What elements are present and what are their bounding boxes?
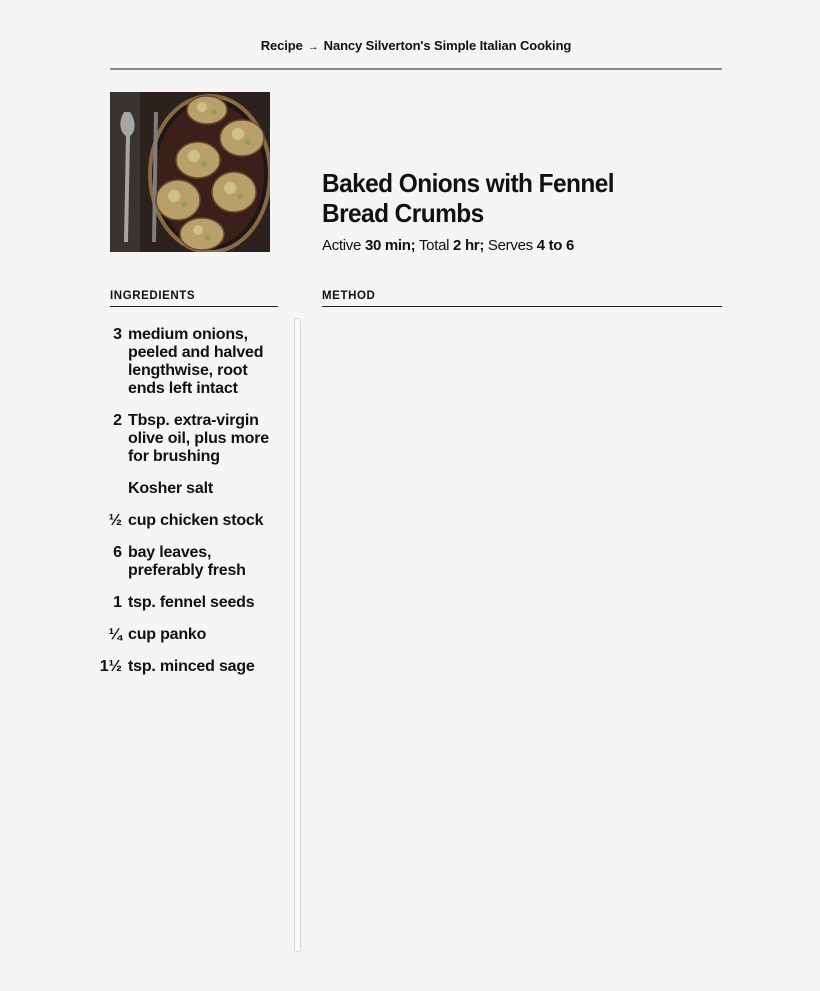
- ingredient-quantity: 1: [113, 594, 122, 611]
- ingredient-text: bay leaves, preferably fresh: [128, 544, 246, 579]
- list-item: [90, 512, 280, 530]
- list-item: [90, 544, 280, 580]
- ingredient-quantity: ½: [108, 512, 122, 529]
- ingredient-text: Kosher salt: [128, 480, 213, 497]
- serves-value: 4 to 6: [536, 237, 575, 254]
- list-item: [90, 326, 280, 398]
- total-time: 2 hr;: [453, 237, 485, 254]
- ingredient-text: tsp. minced sage: [128, 658, 255, 675]
- recipe-photo: [110, 92, 270, 252]
- breadcrumb-source[interactable]: Nancy Silverton's Simple Italian Cooking: [323, 38, 572, 53]
- ingredient-text: cup panko: [128, 626, 207, 643]
- ingredient-text: cup chicken stock: [128, 512, 264, 529]
- list-item: [90, 480, 280, 498]
- breadcrumb-section[interactable]: Recipe: [260, 38, 303, 53]
- breadcrumb: [110, 38, 722, 53]
- ingredients-heading: INGREDIENTS: [110, 290, 278, 307]
- total-label: Total: [418, 237, 450, 254]
- ingredient-text: tsp. fennel seeds: [128, 594, 255, 611]
- ingredient-quantity: 2: [113, 412, 122, 429]
- active-label: Active: [322, 237, 362, 254]
- ingredient-quantity: 3: [113, 326, 122, 343]
- ingredients-scrollbar[interactable]: [294, 318, 301, 952]
- list-item: [90, 594, 280, 612]
- active-time: 30 min;: [364, 237, 416, 254]
- header-divider: [110, 68, 722, 70]
- arrow-right-icon: →: [307, 41, 319, 53]
- ingredient-quantity: ¼: [108, 626, 122, 643]
- list-item: [90, 626, 280, 644]
- serves-label: Serves: [487, 237, 533, 254]
- ingredient-quantity: 1½: [99, 658, 122, 675]
- ingredient-quantity: [90, 480, 128, 498]
- ingredient-quantity: 6: [113, 544, 122, 561]
- ingredients-list: [90, 326, 280, 690]
- list-item: [90, 412, 280, 466]
- recipe-meta: [322, 237, 574, 254]
- method-heading: METHOD: [322, 290, 722, 307]
- list-item: [90, 658, 280, 676]
- ingredient-text: Tbsp. extra-virgin olive oil, plus more for brushing: [128, 412, 269, 465]
- ingredient-text: medium onions, peeled and halved lengthwise, root ends left intact: [128, 326, 264, 397]
- page-title: Baked Onions with Fennel Bread Crumbs: [322, 168, 615, 228]
